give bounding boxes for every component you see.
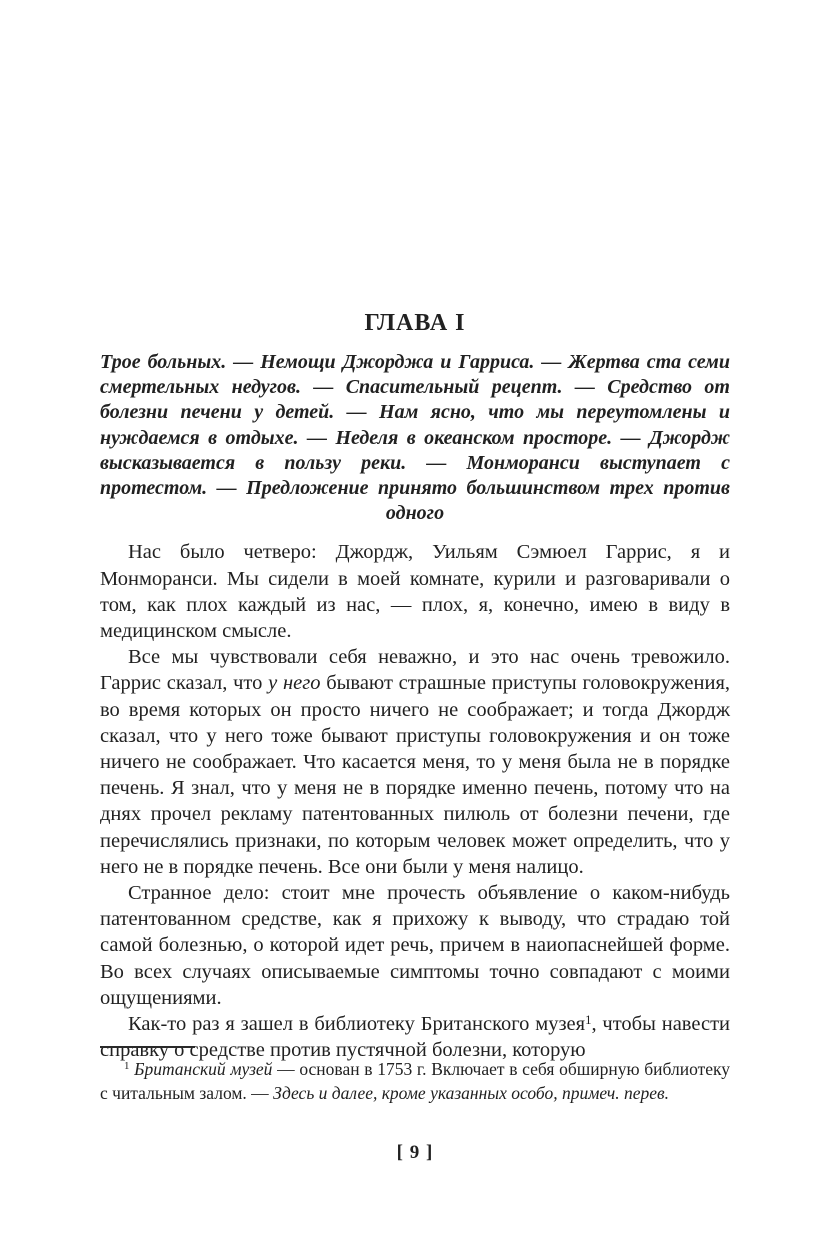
footnote-translator-note: Здесь и далее, кроме указанных особо, примеч. перев. xyxy=(273,1083,670,1103)
footnote-body: — основан в 1753 г. Включает в себя обширную библиотеку с читальным залом. — xyxy=(100,1059,731,1103)
footnote-reference-superscript: 1 xyxy=(585,1013,592,1028)
paragraph-2-text-continued: бывают страшные приступы головокружения, во время которых он просто ничего не соображает; и тогда Джордж сказал, что у него тоже бывают приступы головокружения и он тоже ничего не соображает. Что касается меня, то у меня была не в порядке печень. Я знал, что у меня не в порядке именно печень, потому что на днях прочел рекламу патентованных пилюль от болезни печени, где перечислялись признаки, по которым человек может определить, что у него не в порядке печень. Все они были у меня налицо. xyxy=(100,672,730,878)
page-number: [ 9 ] xyxy=(396,1142,434,1163)
footnote-text xyxy=(100,1057,730,1105)
footnote-separator-rule xyxy=(100,1046,195,1048)
paragraph-2-text: Все мы чувствовали себя неважно, и это нас очень тревожило. Гаррис сказал, что xyxy=(100,646,730,695)
paragraph-2 xyxy=(100,644,730,880)
paragraph-3: Странное дело: стоит мне прочесть объявление о каком-нибудь патентованном средстве, как я прихожу к выводу, что страдаю той самой болезнью, о которой идет речь, причем в наиопаснейшей форме. Во всех случаях описываемые симптомы точно совпадают с моими ощущениями. xyxy=(100,882,730,1009)
footnote-term: Британский музей xyxy=(134,1059,273,1079)
chapter-title: ГЛАВА I xyxy=(364,310,466,336)
chapter-summary: Трое больных. — Немощи Джорджа и Гарриса. — Жертва ста семи смертельных недугов. — Спасительный рецепт. — Средство от болезни печени у детей. — Нам ясно, что мы переутомлены и нуждаемся в отдыхе. — Неделя в океанском просторе. — Джордж высказывается в пользу реки. — Монморанси выступает с протестом. — Предложение принято большинством трех против одного xyxy=(100,351,730,525)
footnote-block xyxy=(100,1046,730,1105)
paragraph-4-text: Как-то раз я зашел в библиотеку Британского музея xyxy=(128,1013,586,1036)
italic-phrase: у него xyxy=(268,672,321,695)
paragraph-1: Нас было четверо: Джордж, Уильям Сэмюел Гаррис, я и Монморанси. Мы сидели в моей комнате, курили и разговаривали о том, как плох каждый из нас, — плох, я, конечно, имею в виду в медицинском смысле. xyxy=(100,541,730,643)
main-text-block xyxy=(100,308,730,1063)
footnote-marker-superscript: 1 xyxy=(124,1060,130,1072)
paragraph-4-text-continued: , чтобы навести справку о средстве против пустячной болезни, которую xyxy=(100,1013,731,1062)
